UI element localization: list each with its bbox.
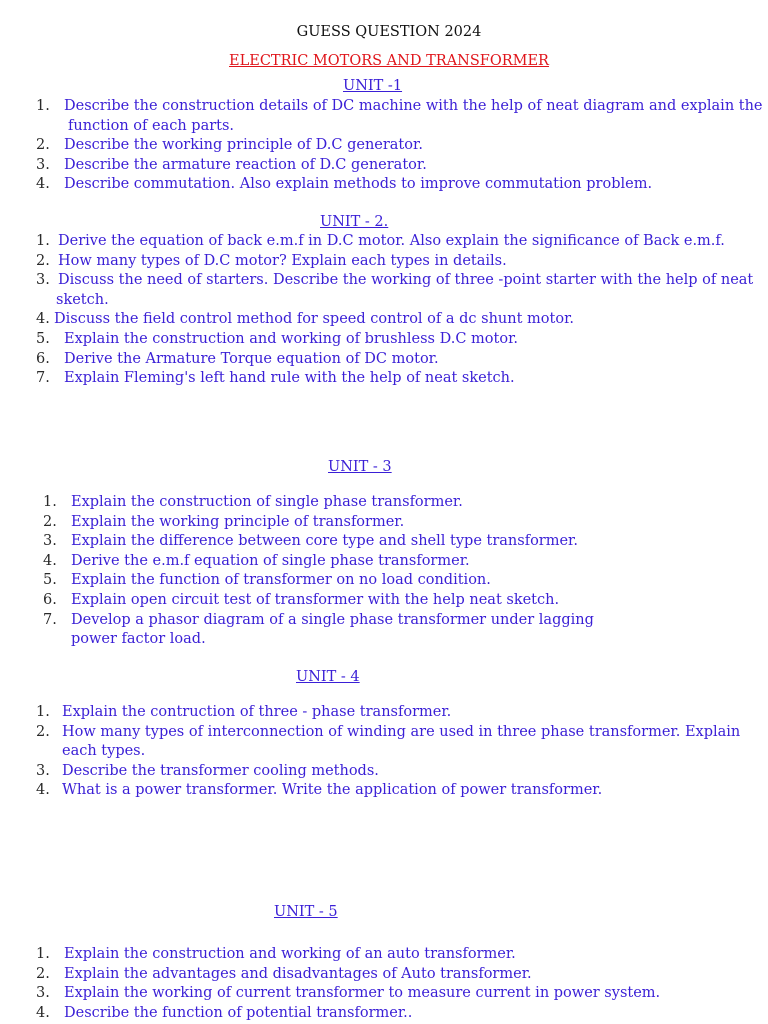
- unit-5-list: [36, 945, 768, 1023]
- list-item: 4. Describe the function of potential transformer..: [36, 1004, 413, 1021]
- unit-3-list: [43, 493, 763, 650]
- list-item: 4. Derive the e.m.f equation of single phase transformer.: [43, 552, 470, 569]
- list-item: 6. Explain open circuit test of transformer with the help neat sketch.: [43, 591, 560, 608]
- list-item: 1. Explain the construction and working of an auto transformer.: [36, 946, 516, 962]
- list-item: 3. Describe the armature reaction of D.C generator.: [36, 156, 427, 173]
- list-item-continuation: sketch.: [56, 291, 109, 308]
- list-item: 5. Explain the construction and working of brushless D.C motor.: [36, 330, 519, 347]
- list-item: 4. Discuss the field control method for speed control of a dc shunt motor.: [36, 311, 575, 328]
- unit-5-title: UNIT - 5: [274, 904, 338, 920]
- list-item: 1. Explain the construction of single phase transformer.: [43, 494, 463, 510]
- list-item: 2. Describe the working principle of D.C generator.: [36, 137, 423, 154]
- unit-4-title: UNIT - 4: [296, 669, 360, 685]
- list-item: 3. Explain the difference between core type and shell type transformer.: [43, 533, 579, 550]
- list-item: 2. How many types of D.C motor? Explain each types in details.: [36, 252, 507, 269]
- list-item-continuation: function of each parts.: [68, 117, 235, 134]
- list-item-continuation: power factor load.: [71, 631, 206, 648]
- unit-3-title: UNIT - 3: [328, 459, 392, 475]
- list-item: 7. Develop a phasor diagram of a single phase transformer under lagging: [43, 611, 594, 628]
- list-item: 7. Explain Fleming's left hand rule with the help of neat sketch.: [36, 370, 515, 387]
- unit-1-list: [36, 97, 768, 195]
- list-item: 6. Derive the Armature Torque equation of DC motor.: [36, 350, 439, 367]
- list-item: 4. What is a power transformer. Write the application of power transformer.: [36, 782, 603, 799]
- list-item: 2. Explain the working principle of transformer.: [43, 513, 405, 530]
- list-item: 5. Explain the function of transformer on no load condition.: [43, 572, 491, 589]
- unit-2-title: UNIT - 2.: [320, 214, 389, 230]
- subject-title: ELECTRIC MOTORS AND TRANSFORMER: [229, 53, 549, 69]
- list-item: 1. Derive the equation of back e.m.f in D.C motor. Also explain the significance of Back e.m.f.: [36, 233, 725, 249]
- unit-2-list: [36, 232, 768, 389]
- list-item: 2. Explain the advantages and disadvantages of Auto transformer.: [36, 965, 532, 982]
- unit-4-list: [36, 703, 768, 801]
- document-title: GUESS QUESTION 2024: [296, 24, 482, 40]
- list-item: 1. Describe the construction details of DC machine with the help of neat diagram and explain the: [36, 98, 763, 114]
- list-item: 3. Explain the working of current transformer to measure current in power system.: [36, 985, 661, 1002]
- unit-1-title: UNIT -1: [343, 78, 403, 94]
- list-item: 3. Discuss the need of starters. Describe the working of three -point starter with the help of neat: [36, 272, 754, 289]
- list-item: 2. How many types of interconnection of winding are used in three phase transformer. Explain: [36, 723, 741, 740]
- list-item-continuation: each types.: [62, 743, 146, 760]
- list-item: 1. Explain the contruction of three - phase transformer.: [36, 704, 452, 720]
- list-item: 3. Describe the transformer cooling methods.: [36, 762, 379, 779]
- list-item: 4. Describe commutation. Also explain methods to improve commutation problem.: [36, 176, 653, 193]
